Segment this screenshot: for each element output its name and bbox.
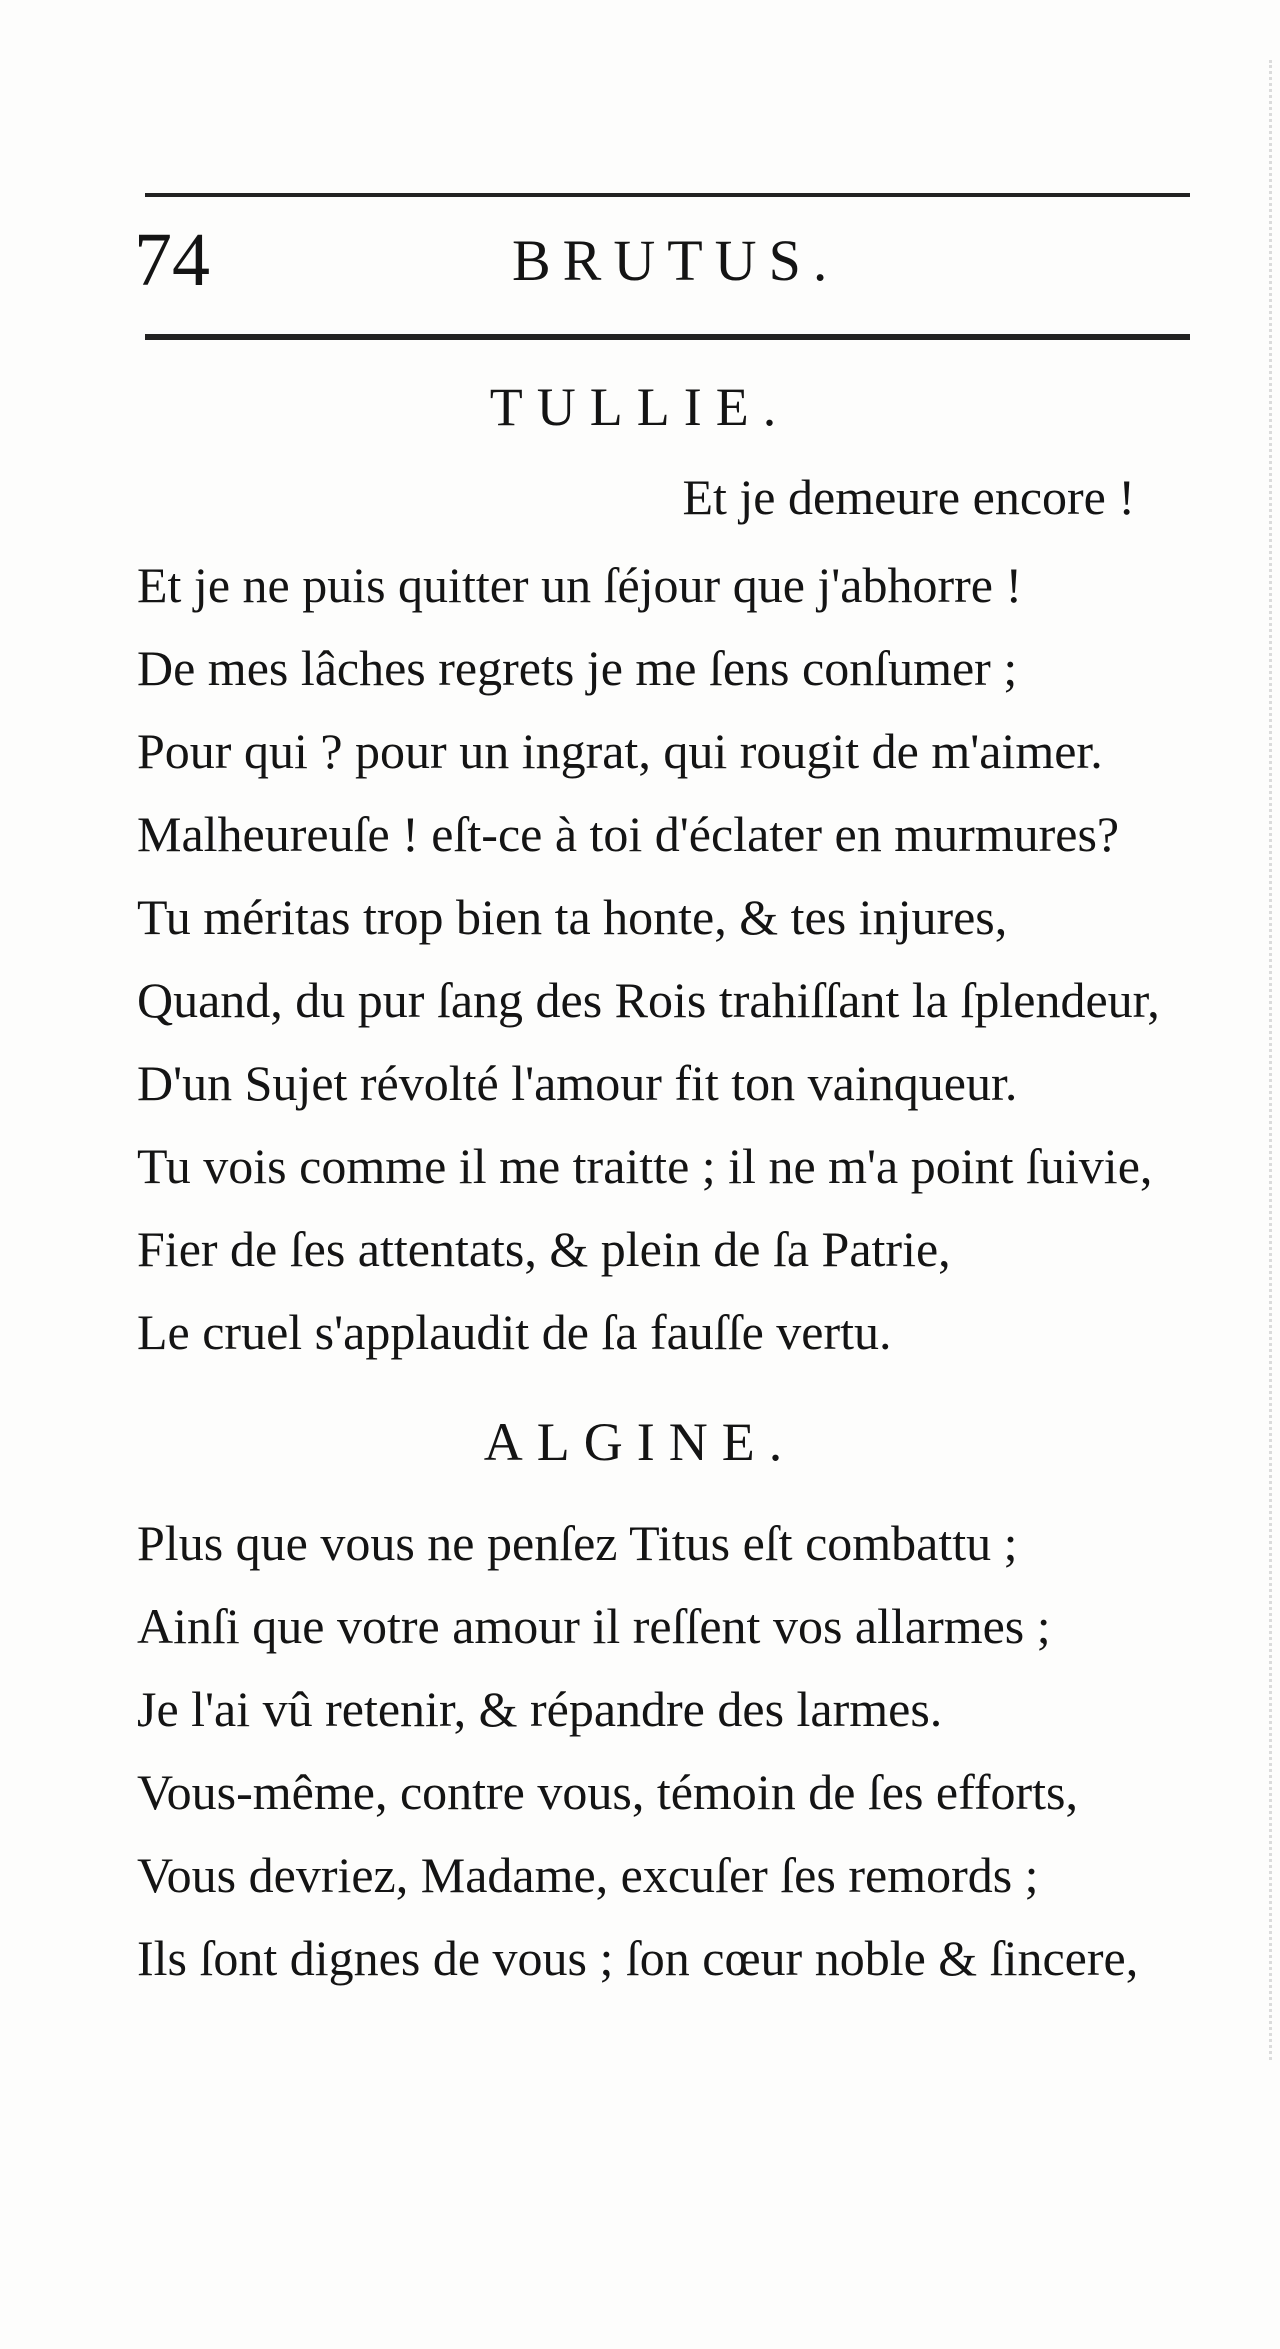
verse-line: Plus que vous ne penſez Titus eſt combattu ; bbox=[137, 1515, 1018, 1571]
speaker-name-tullie: TULLIE. bbox=[489, 377, 791, 437]
page-edge-specks bbox=[1263, 60, 1272, 2060]
verse-line: Le cruel s'applaudit de ſa fauſſe vertu. bbox=[137, 1304, 892, 1360]
header-bottom-rule bbox=[145, 334, 1190, 340]
verse-line: Et je ne puis quitter un ſéjour que j'abhorre ! bbox=[137, 557, 1023, 613]
speaker-name-algine: ALGINE. bbox=[483, 1412, 797, 1472]
running-title: BRUTUS. bbox=[512, 228, 840, 293]
verse-line: Et je demeure encore ! bbox=[682, 469, 1135, 525]
verse-line: Malheureuſe ! eſt-ce à toi d'éclater en murmures? bbox=[137, 806, 1120, 862]
verse-line: Je l'ai vû retenir, & répandre des larmes. bbox=[137, 1681, 943, 1737]
verse-line: Ils ſont dignes de vous ; ſon cœur noble & ſincere, bbox=[137, 1930, 1139, 1986]
verse-line: Ainſi que votre amour il reſſent vos allarmes ; bbox=[137, 1598, 1051, 1654]
header-top-rule bbox=[145, 193, 1190, 197]
verse-line: Tu vois comme il me traitte ; il ne m'a point ſuivie, bbox=[137, 1138, 1153, 1194]
verse-line: Pour qui ? pour un ingrat, qui rougit de m'aimer. bbox=[137, 723, 1103, 779]
verse-line: Vous devriez, Madame, excuſer ſes remords ; bbox=[137, 1847, 1039, 1903]
verse-line: Quand, du pur ſang des Rois trahiſſant la ſplendeur, bbox=[137, 972, 1160, 1028]
verse-line: De mes lâches regrets je me ſens conſumer ; bbox=[137, 640, 1018, 696]
verse-line: Fier de ſes attentats, & plein de ſa Patrie, bbox=[137, 1221, 951, 1277]
verse-line: D'un Sujet révolté l'amour fit ton vainqueur. bbox=[137, 1055, 1018, 1111]
page-number: 74 bbox=[134, 218, 210, 302]
verse-line: Tu méritas trop bien ta honte, & tes injures, bbox=[137, 889, 1008, 945]
verse-line: Vous-même, contre vous, témoin de ſes efforts, bbox=[137, 1764, 1079, 1820]
